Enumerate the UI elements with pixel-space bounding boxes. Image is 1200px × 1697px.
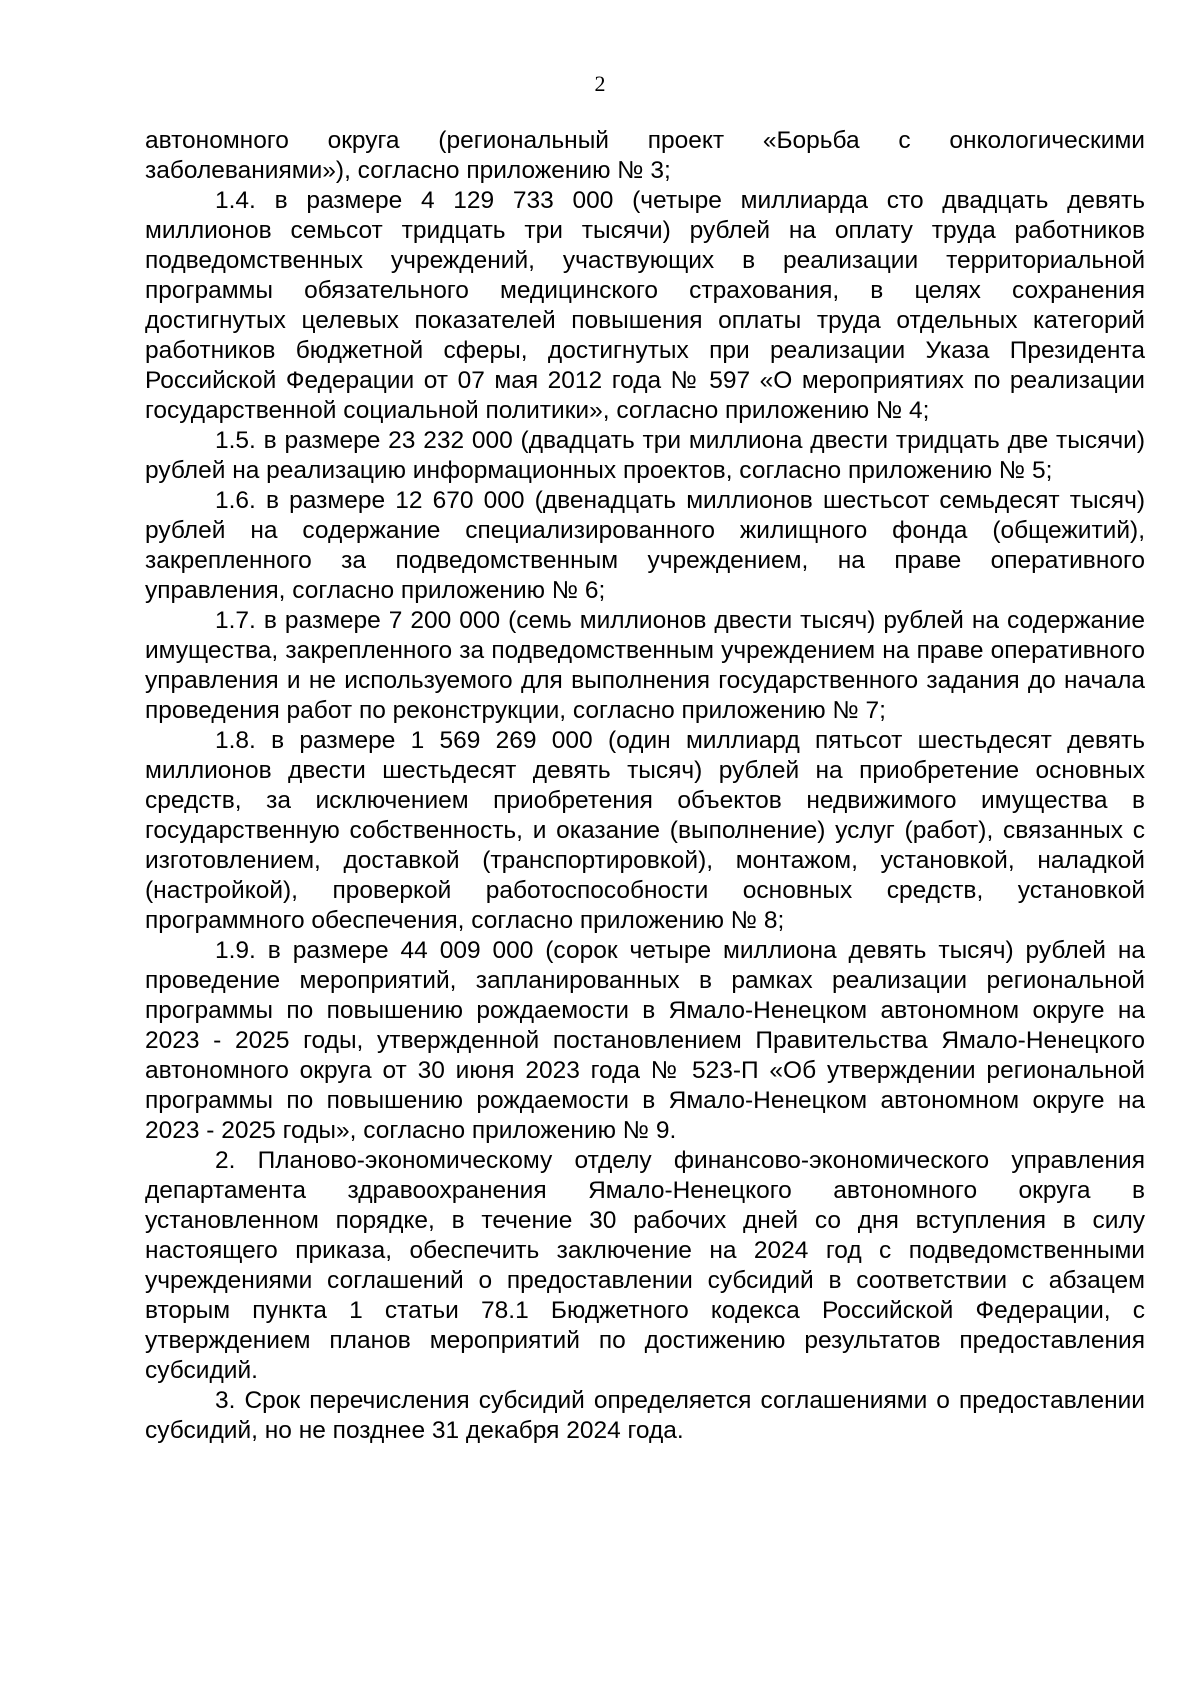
paragraph-item-1-7: 1.7. в размере 7 200 000 (семь миллионов двести тысяч) рублей на содержание имущества, закрепленного за подведомственным учреждением на праве оперативного управления и не используемого для выполнения государственного задания до начала проведения работ по реконструкции, согласно приложению № 7; bbox=[145, 607, 1145, 724]
paragraph-item-1-8: 1.8. в размере 1 569 269 000 (один миллиард пятьсот шестьдесят девять миллионов двести шестьдесят девять тысяч) рублей на приобретение основных средств, за исключением приобретения объектов недвижимого имущества в государственную собственность, и оказание (выполнение) услуг (работ), связанных с изготовлением, доставкой (транспортировкой), монтажом, установкой, наладкой (настройкой), проверкой работоспособности основных средств, установкой программного обеспечения, согласно приложению № 8; bbox=[145, 727, 1145, 934]
paragraph-item-1-4: 1.4. в размере 4 129 733 000 (четыре миллиарда сто двадцать девять миллионов семьсот тридцать три тысячи) рублей на оплату труда работников подведомственных учреждений, участвующих в реализации территориальной программы обязательного медицинского страхования, в целях сохранения достигнутых целевых показателей повышения оплаты труда отдельных категорий работников бюджетной сферы, достигнутых при реализации Указа Президента Российской Федерации от 07 мая 2012 года № 597 «О мероприятиях по реализации государственной социальной политики», согласно приложению № 4; bbox=[145, 187, 1145, 424]
paragraph-item-1-6: 1.6. в размере 12 670 000 (двенадцать миллионов шестьсот семьдесят тысяч) рублей на содержание специализированного жилищного фонда (общежитий), закрепленного за подведомственным учреждением, на праве оперативного управления, согласно приложению № 6; bbox=[145, 487, 1145, 604]
document-body bbox=[145, 126, 1145, 1446]
paragraph-item-1-9: 1.9. в размере 44 009 000 (сорок четыре миллиона девять тысяч) рублей на проведение мероприятий, запланированных в рамках реализации региональной программы по повышению рождаемости в Ямало-Ненецком автономном округе на 2023 - 2025 годы, утвержденной постановлением Правительства Ямало-Ненецкого автономного округа от 30 июня 2023 года № 523-П «Об утверждении региональной программы по повышению рождаемости в Ямало-Ненецком автономном округе на 2023 - 2025 годы», согласно приложению № 9. bbox=[145, 937, 1145, 1144]
paragraph-item-3: 3. Срок перечисления субсидий определяется соглашениями о предоставлении субсидий, но не позднее 31 декабря 2024 года. bbox=[145, 1387, 1145, 1444]
paragraph-item-1-5: 1.5. в размере 23 232 000 (двадцать три миллиона двести тридцать две тысячи) рублей на реализацию информационных проектов, согласно приложению № 5; bbox=[145, 427, 1145, 484]
paragraph-continuation: автономного округа (региональный проект «Борьба с онкологическими заболеваниями»), согласно приложению № 3; bbox=[145, 127, 1145, 184]
paragraph-item-2: 2. Планово-экономическому отделу финансово-экономического управления департамента здравоохранения Ямало-Ненецкого автономного округа в установленном порядке, в течение 30 рабочих дней со дня вступления в силу настоящего приказа, обеспечить заключение на 2024 год с подведомственными учреждениями соглашений о предоставлении субсидий в соответствии с абзацем вторым пункта 1 статьи 78.1 Бюджетного кодекса Российской Федерации, с утверждением планов мероприятий по достижению результатов предоставления субсидий. bbox=[145, 1147, 1145, 1384]
page-number: 2 bbox=[594, 71, 606, 96]
